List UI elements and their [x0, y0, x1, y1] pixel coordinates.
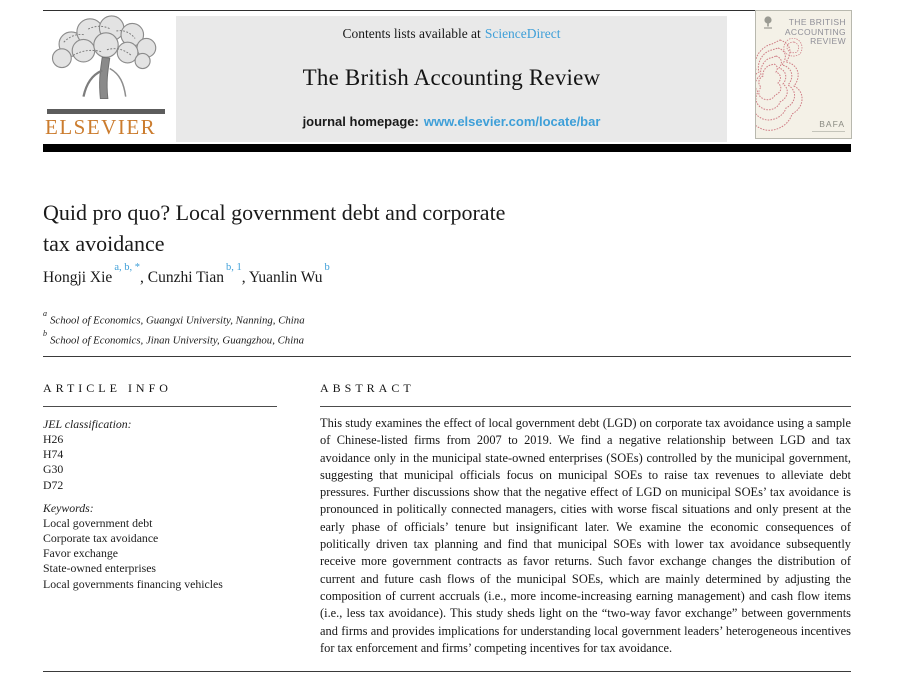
- jel-code: D72: [43, 477, 64, 492]
- keyword-item: Corporate tax avoidance: [43, 531, 159, 546]
- journal-title: The British Accounting Review: [302, 65, 601, 90]
- abstract-heading: ABSTRACT: [320, 381, 415, 395]
- abstract-section: [320, 381, 851, 657]
- keyword-item: State-owned enterprises: [43, 561, 157, 576]
- journal-cover-thumbnail[interactable]: [755, 10, 852, 139]
- author-affiliation-sup[interactable]: b: [324, 262, 330, 273]
- abstract-heading-rule: [320, 406, 851, 407]
- article-info-heading: ARTICLE INFO: [43, 381, 172, 395]
- author-name: Cunzhi Tian: [147, 269, 224, 287]
- author-separator: ,: [139, 269, 148, 287]
- article-info-section: [43, 381, 277, 592]
- article-title-line1: Quid pro quo? Local government debt and corporate: [43, 200, 506, 225]
- bafa-label: BAFA: [819, 119, 845, 129]
- section-divider-rule: [43, 356, 851, 357]
- keyword-item: Favor exchange: [43, 546, 119, 561]
- cover-title-line: ACCOUNTING: [784, 26, 846, 37]
- journal-homepage-link[interactable]: www.elsevier.com/locate/bar: [423, 114, 601, 129]
- author-line: [43, 262, 330, 287]
- affiliations: [43, 309, 305, 349]
- homepage-line: [176, 114, 727, 129]
- affiliation-text: School of Economics, Jinan University, Guangzhou, China: [50, 334, 305, 347]
- author-name: Yuanlin Wu: [248, 269, 323, 287]
- article-title-line2: tax avoidance: [43, 231, 165, 256]
- keyword-item: Local governments financing vehicles: [43, 576, 223, 591]
- author-name: Hongji Xie: [43, 269, 113, 287]
- affiliation-sup: a: [43, 309, 47, 318]
- keywords-label: Keywords:: [43, 500, 94, 515]
- jel-code: G30: [43, 462, 64, 477]
- journal-banner: [176, 16, 727, 142]
- homepage-prefix: journal homepage:: [302, 114, 419, 129]
- elsevier-logo[interactable]: [43, 15, 175, 142]
- contents-line: [176, 26, 727, 42]
- cover-title-line: THE BRITISH: [788, 17, 846, 27]
- elsevier-tree-icon: [45, 15, 167, 107]
- jel-classification-label: JEL classification:: [43, 417, 132, 431]
- affiliation-text: School of Economics, Guangxi University, Nanning, China: [50, 314, 305, 327]
- jel-code: H26: [43, 432, 64, 446]
- cover-mini-tree-icon: [762, 16, 774, 30]
- author-affiliation-sup[interactable]: a, b, *: [114, 262, 140, 273]
- cover-title-line: REVIEW: [810, 36, 846, 46]
- bottom-rule: [43, 671, 851, 672]
- article-info-heading-rule: [43, 406, 277, 407]
- author-separator: ,: [241, 269, 249, 287]
- abstract-text: This study examines the effect of local government debt (LGD) on corporate tax avoidance using a sample of Chinese-listed firms from 2007 to 2019. We find a negative relationship between LGD and tax avoidance only in the municipal state-owned enterprises (SOEs) controlled by the municipal government, suggesting that municipal officials focus on municipal SOEs to raise tax revenues to alleviate debt pressures. Further discussions show that the negative effect of LGD on municipal SOEs’ tax avoidance is pronounced in politically connected managers, cities with worse fiscal situations and only present at the early phase of officials’ tenure but insignificant later. We examine the economic consequences of politically driven tax planning and find that municipal SOEs with lower tax avoidance subsequently receive more government contracts as favor returns. Such favor exchange changes the distribution of current and future cash flows of the municipal SOEs, which are mainly determined by adjusting the composition of current accruals (i.e., more income-increasing earning management) and cash flow items (i.e., less tax avoidance). This study sheds light on the “two-way favor exchange” between governments and firms and provides implications for understanding local government leaders’ heterogeneous incentives for tax enforcement and firms’ competing incentives for tax avoidance.: [320, 416, 851, 655]
- contents-prefix: Contents lists available at: [342, 26, 481, 41]
- jel-code: H74: [43, 447, 64, 462]
- elsevier-wordmark: ELSEVIER: [45, 115, 157, 139]
- affiliation-item: [43, 329, 305, 349]
- sciencedirect-link[interactable]: ScienceDirect: [484, 26, 561, 41]
- article-title: [43, 197, 723, 259]
- affiliation-sup: b: [43, 329, 47, 339]
- bafa-underline: [812, 131, 845, 132]
- top-rule: [43, 10, 851, 11]
- keyword-item: Local government debt: [43, 515, 153, 530]
- logo-ground-bar: [47, 109, 165, 114]
- author-affiliation-sup[interactable]: b, 1: [225, 262, 242, 273]
- affiliation-item: [43, 309, 305, 329]
- header-divider-bar: [43, 144, 851, 152]
